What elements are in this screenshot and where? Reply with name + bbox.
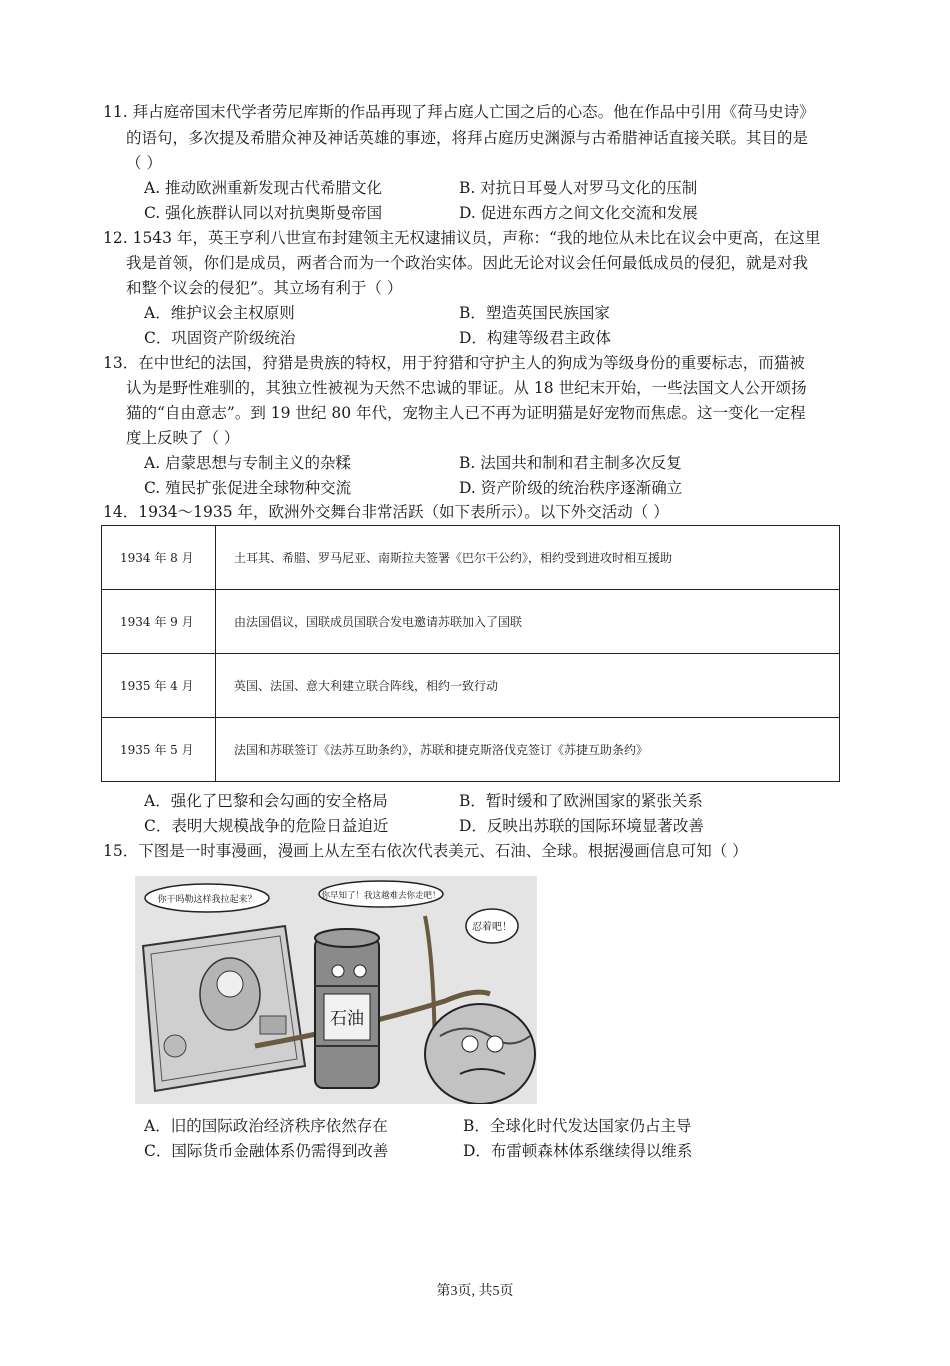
diplomacy-table [101,525,840,782]
q13-stem-line-2: 认为是野性难驯的，其独立性被视为天然不忠诚的罪证。从 18 世纪末开始，一些法国文人公开颂扬 [126,379,807,397]
q12-option-b: B．塑造英国民族国家 [459,304,610,322]
oil-barrel-figure [315,929,379,1088]
table-cell-event: 由法国倡议，国联成员国联合发电邀请苏联加入了国联 [216,590,840,654]
q12-stem-line-2: 我是首领，你们是成员，两者合而为一个政治实体。因此无论对议会任何最低成员的侵犯，就是对我 [126,254,809,272]
table-row [102,718,840,782]
speech-bubble-left-text: 你干吗勒这样我拉起来？ [157,895,257,905]
table-cell-date: 1935 年 4 月 [102,654,216,718]
q13-stem-line-1: 13．在中世纪的法国，狩猎是贵族的特权，用于狩猎和守护主人的狗成为等级身份的重要标志，而猫被 [103,354,805,372]
q15-option-d: D．布雷顿森林体系继续得以维系 [463,1142,693,1160]
q13-stem-line-4: 度上反映了（ ） [126,429,240,447]
q12-option-d: D．构建等级君主政体 [459,329,611,347]
q14-option-d: D．反映出苏联的国际环境显著改善 [459,817,704,835]
q13-option-c: C. 殖民扩张促进全球物种交流 [144,479,352,497]
q11-stem-line-1: 11. 拜占庭帝国末代学者劳尼库斯的作品再现了拜占庭人亡国之后的心态。他在作品中引用《荷马史诗》 [103,103,815,121]
q12-option-c: C．巩固资产阶级统治 [144,329,296,347]
dollar-bill-figure [143,926,305,1091]
q15-stem: 15．下图是一时事漫画，漫画上从左至右依次代表美元、石油、全球。根据漫画信息可知（ ） [103,842,748,860]
barrel-label: 石油 [330,1009,364,1029]
table-row [102,590,840,654]
speech-bubble-right-text: 忍着吧！ [472,922,512,933]
table-cell-date: 1934 年 8 月 [102,526,216,590]
q15-option-a: A．旧的国际政治经济秩序依然存在 [144,1117,388,1135]
q11-stem-line-3: （ ） [126,154,162,172]
q13-option-a: A. 启蒙思想与专制主义的杂糅 [144,454,352,472]
q11-option-a: A. 推动欧洲重新发现古代希腊文化 [144,179,383,197]
q11-stem-line-2: 的语句，多次提及希腊众神及神话英雄的事迹，将拜占庭历史渊源与古希腊神话直接关联。其目的是 [126,129,809,147]
q13-option-d: D. 资产阶级的统治秩序逐渐确立 [459,479,683,497]
q12-option-a: A．维护议会主权原则 [144,304,295,322]
q11-option-b: B. 对抗日耳曼人对罗马文化的压制 [459,179,698,197]
q11-option-d: D. 促进东西方之间文化交流和发展 [459,204,698,222]
q12-stem-line-1: 12. 1543 年，英王亨利八世宣布封建领主无权逮捕议员，声称：“我的地位从未比在议会中更高，在这里 [103,229,821,247]
q13-option-b: B. 法国共和制和君主制多次反复 [459,454,682,472]
q15-option-c: C．国际货币金融体系仍需得到改善 [144,1142,389,1160]
q14-stem: 14．1934～1935 年，欧洲外交舞台非常活跃（如下表所示）。以下外交活动（ ） [103,503,669,521]
table-row [102,526,840,590]
q11-option-c: C. 强化族群认同以对抗奥斯曼帝国 [144,204,383,222]
table-cell-event: 英国、法国、意大利建立联合阵线，相约一致行动 [216,654,840,718]
table-cell-event: 土耳其、希腊、罗马尼亚、南斯拉夫签署《巴尔干公约》，相约受到进攻时相互援助 [216,526,840,590]
q14-option-a: A．强化了巴黎和会勾画的安全格局 [144,792,388,810]
table-cell-event: 法国和苏联签订《法苏互助条约》，苏联和捷克斯洛伐克签订《苏捷互助条约》 [216,718,840,782]
political-cartoon-image [135,876,537,1104]
speech-bubble-mid-text: 你早知了！我这越难去你走吧！ [321,891,441,901]
q15-option-b: B．全球化时代发达国家仍占主导 [463,1117,692,1135]
q13-stem-line-3: 猫的“自由意志”。到 19 世纪 80 年代，宠物主人已不再为证明猫是好宠物而焦虑。这一变化一定程 [126,404,806,422]
table-cell-date: 1935 年 5 月 [102,718,216,782]
table-row [102,654,840,718]
q12-stem-line-3: 和整个议会的侵犯”。其立场有利于（ ） [126,279,403,297]
table-cell-date: 1934 年 9 月 [102,590,216,654]
q14-option-b: B．暂时缓和了欧洲国家的紧张关系 [459,792,703,810]
globe-figure [425,1004,535,1104]
page-footer: 第3页, 共5页 [436,1284,514,1299]
q14-option-c: C．表明大规模战争的危险日益迫近 [144,817,389,835]
